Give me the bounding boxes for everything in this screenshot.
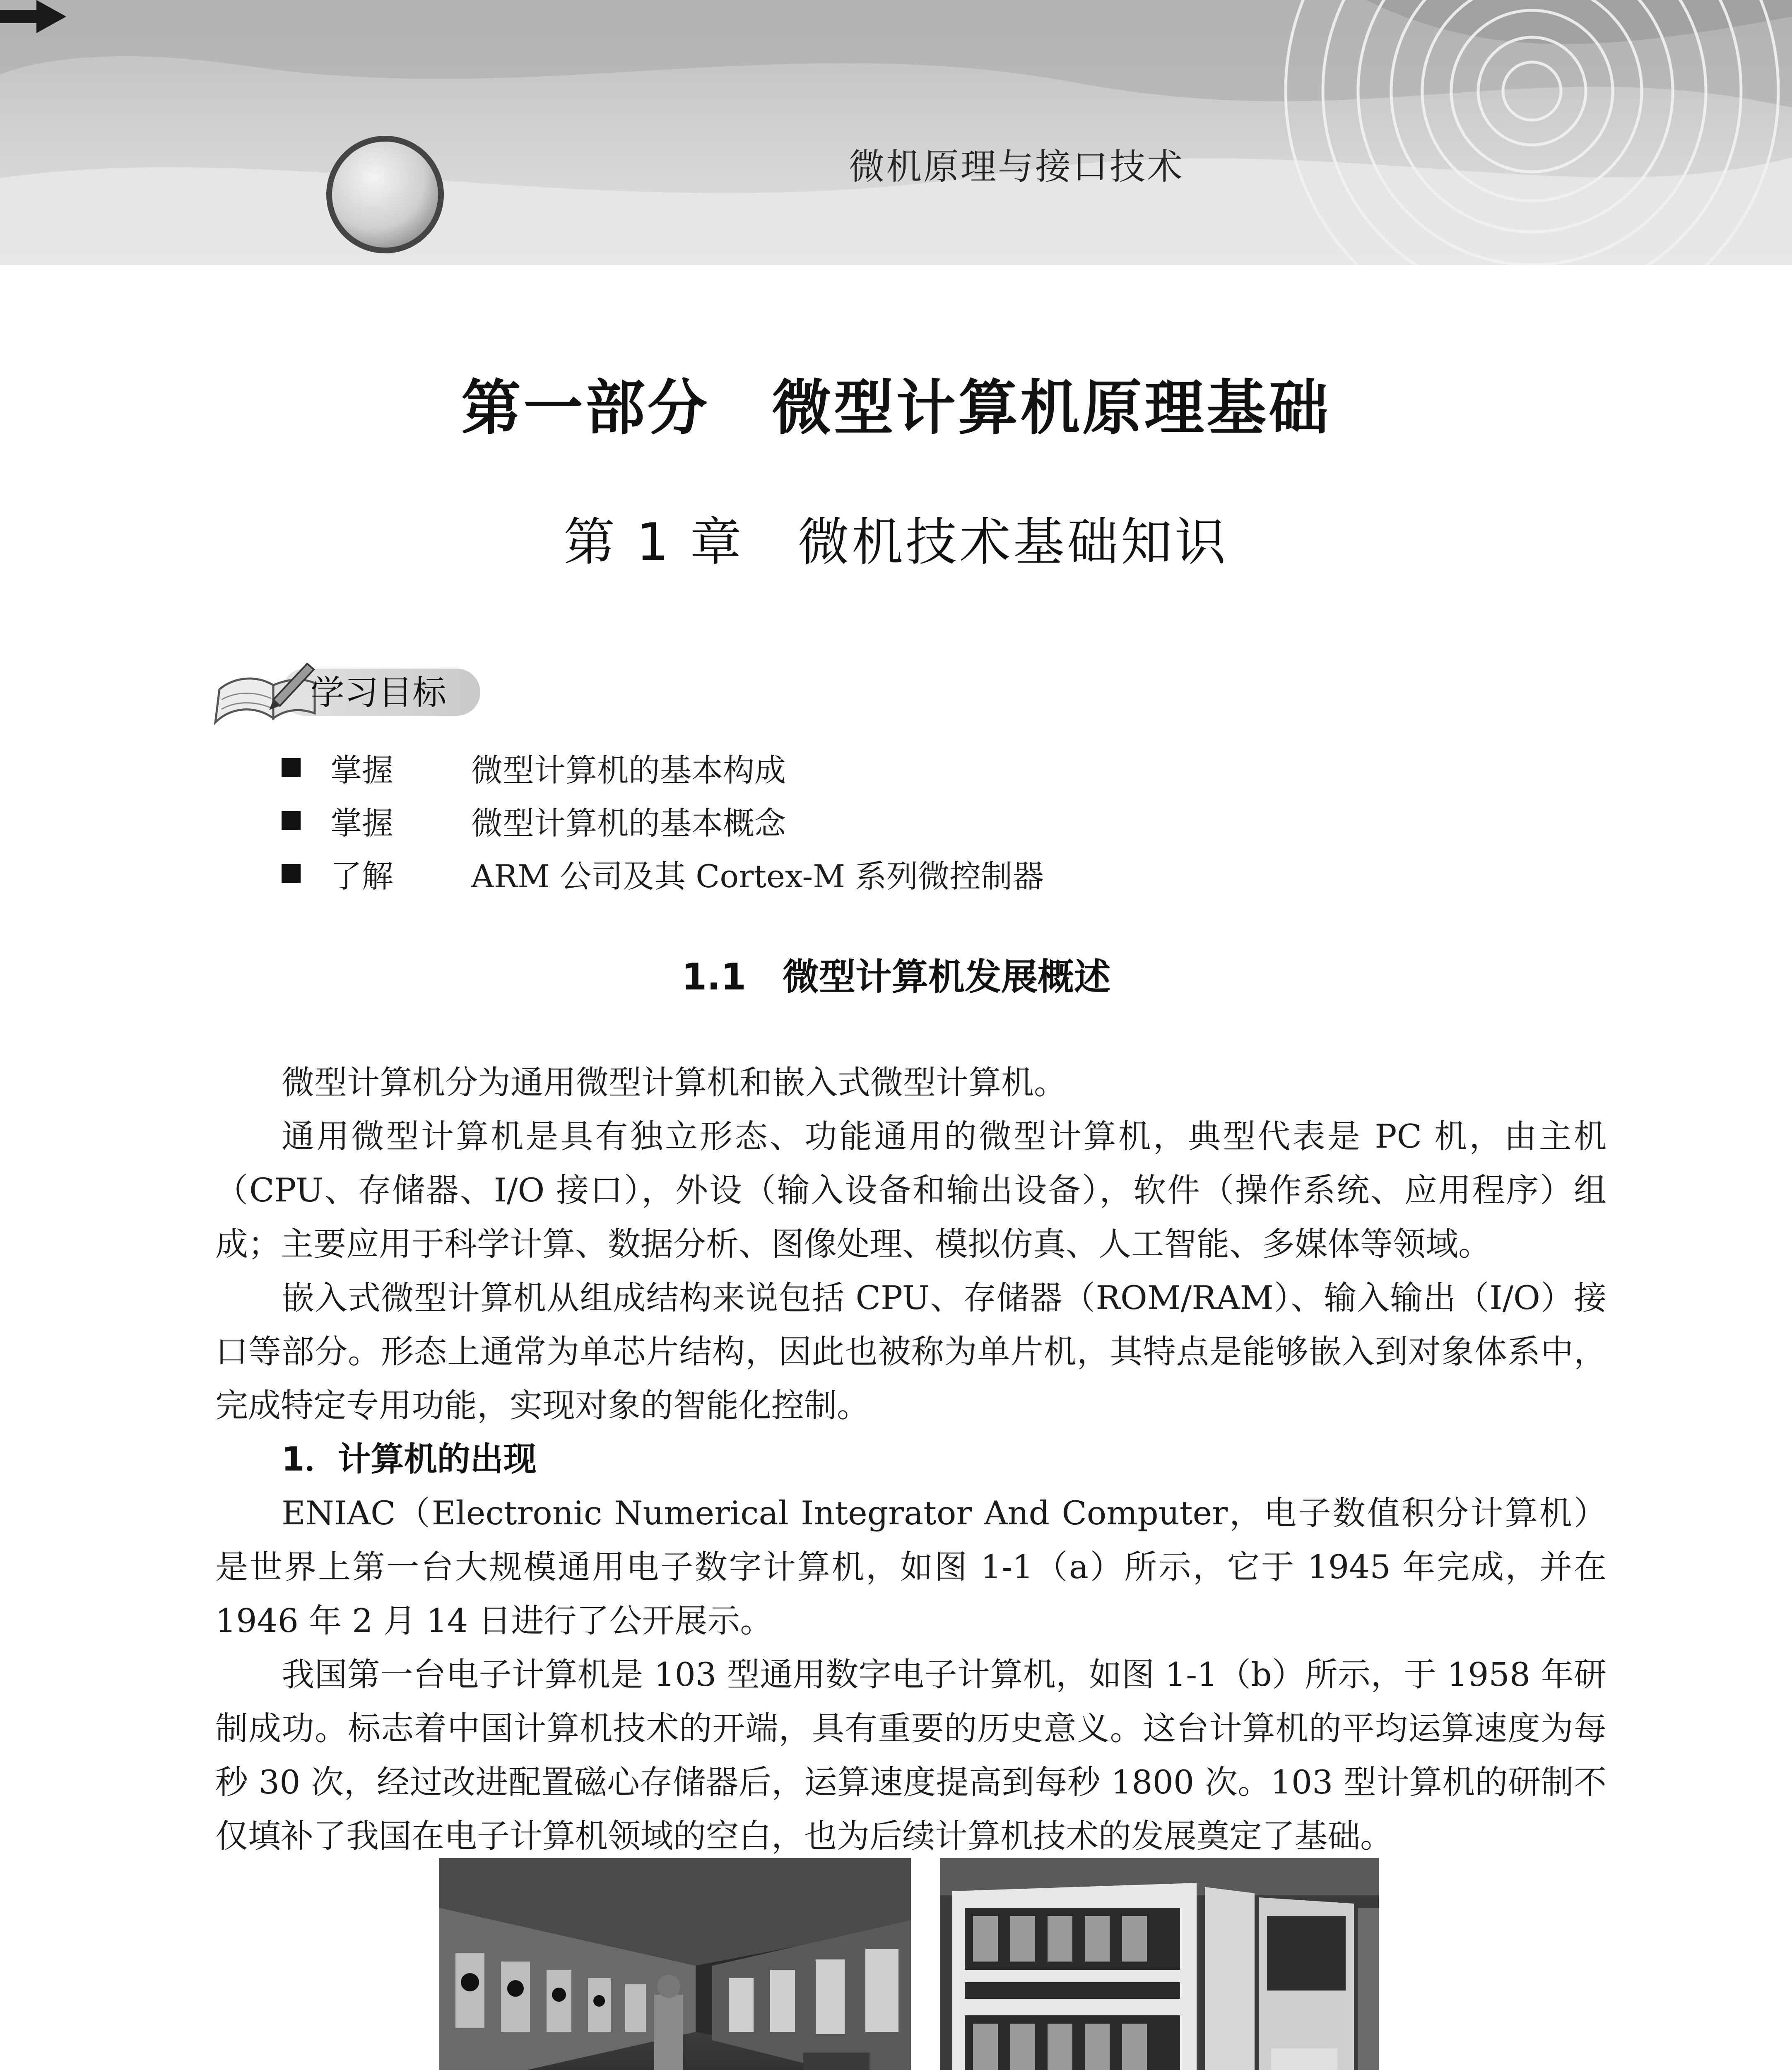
figure-a-photo — [439, 1858, 911, 2070]
paragraph: 通用微型计算机是具有独立形态、功能通用的微型计算机，典型代表是 PC 机，由主机（CPU、存储器、I/O 接口），外设（输入设备和输出设备），软件（操作系统、应用程序）组成；主要应用于科学计算、数据分析、图像处理、模拟仿真、人工智能、多媒体等领域。 — [215, 1117, 1607, 1263]
book-title: 微机原理与接口技术 — [849, 146, 1184, 188]
header-decoration — [0, 0, 1792, 265]
figure-b-photo — [940, 1858, 1379, 2070]
paragraph: 微型计算机分为通用微型计算机和嵌入式微型计算机。 — [282, 1064, 1067, 1102]
square-bullet-icon — [282, 758, 301, 777]
objective-verb: 掌握 — [330, 804, 393, 842]
objectives-list — [282, 741, 1607, 900]
paragraph: ENIAC（Electronic Numerical Integrator And Computer，电子数值积分计算机）是世界上第一台大规模通用电子数字计算机，如图 1-1（a）所示，它于 1945 年完成，并在 1946 年 2 月 14 日进行了公开展示。 — [215, 1494, 1607, 1640]
objective-verb: 掌握 — [330, 751, 393, 789]
objective-item — [282, 847, 1607, 900]
book-pencil-icon — [211, 660, 319, 727]
objectives-label: 学习目标 — [311, 673, 447, 712]
section-title: 1.1 微型计算机发展概述 — [682, 956, 1110, 998]
decorative-sphere — [329, 139, 441, 250]
square-bullet-icon — [282, 811, 301, 830]
objective-text: 微型计算机的基本概念 — [471, 804, 786, 842]
objective-text: ARM 公司及其 Cortex-M 系列微控制器 — [471, 857, 1044, 895]
objective-text: 微型计算机的基本构成 — [471, 751, 786, 789]
arrow-right-icon — [0, 0, 66, 33]
chapter-title: 第 1 章 微机技术基础知识 — [564, 513, 1228, 572]
subsection-title: 1．计算机的出现 — [282, 1440, 537, 1478]
objective-item — [282, 741, 1607, 794]
paragraph: 我国第一台电子计算机是 103 型通用数字电子计算机，如图 1-1（b）所示，于 1958 年研制成功。标志着中国计算机技术的开端，具有重要的历史意义。这台计算机的平均运算速度为每秒 30 次，经过改进配置磁心存储器后，运算速度提高到每秒 1800 次。103 型计算机的研制不仅填补了我国在电子计算机领域的空白，也为后续计算机技术的发展奠定了基础。 — [215, 1656, 1607, 1855]
paragraph: 嵌入式微型计算机从组成结构来说包括 CPU、存储器（ROM/RAM）、输入输出（I/O）接口等部分。形态上通常为单芯片结构，因此也被称为单片机，其特点是能够嵌入到对象体系中，完成特定专用功能，实现对象的智能化控制。 — [215, 1279, 1607, 1425]
objective-verb: 了解 — [330, 857, 393, 895]
page-header — [0, 0, 1792, 265]
body-text — [215, 1056, 1607, 1863]
square-bullet-icon — [282, 864, 301, 883]
part-title: 第一部分 微型计算机原理基础 — [461, 373, 1331, 443]
objectives-badge — [211, 660, 484, 722]
objective-item — [282, 794, 1607, 847]
